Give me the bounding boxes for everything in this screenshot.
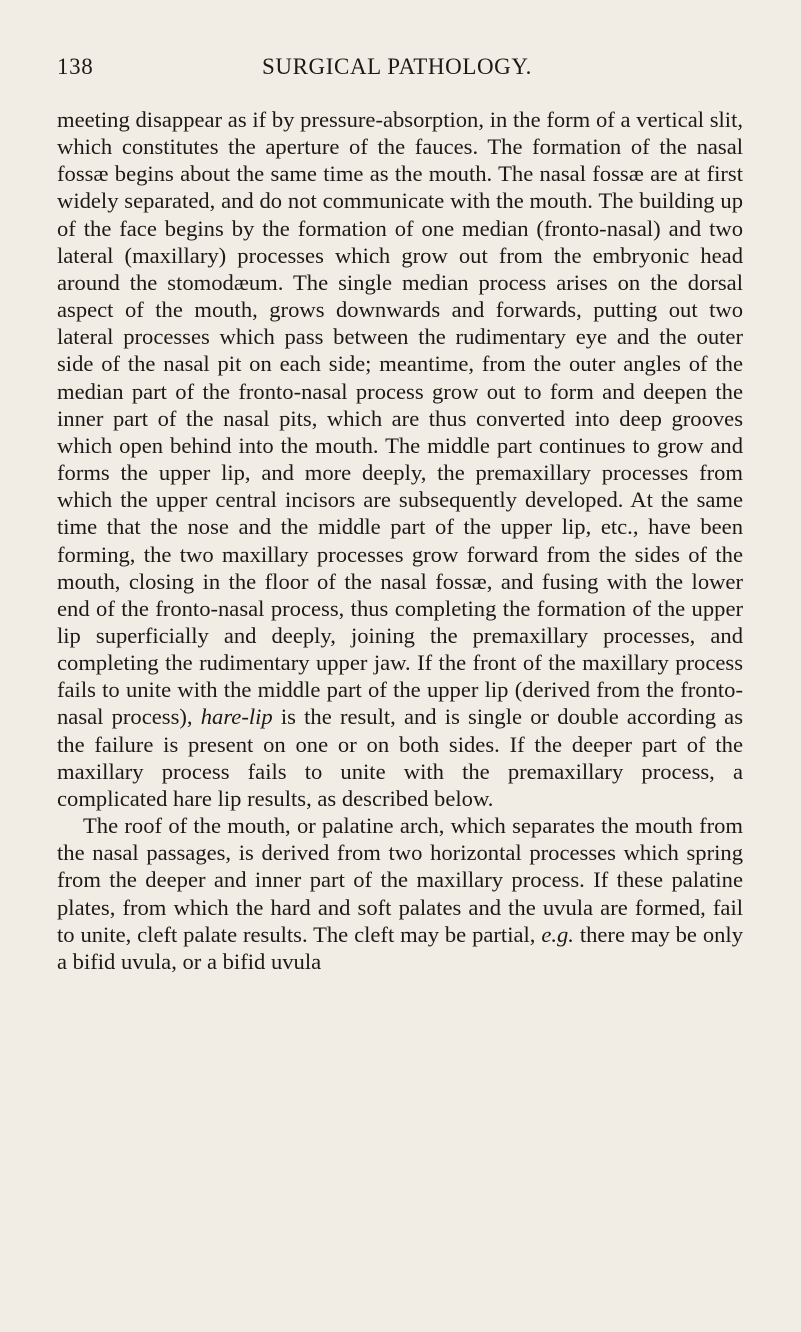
- paragraph-1-text-a: meeting disappear as if by pressure-absorption, in the form of a vertical slit, which constitutes the aperture of the fauces. The formation of the nasal fossæ begins about the same time as the mouth. The nasal fossæ are at first widely separated, and do not communicate with the mouth. The building up of the face begins by the formation of one median (fronto-nasal) and two lateral (maxillary) processes which grow out from the embryonic head around the stomodæum. The single median process arises on the dorsal aspect of the mouth, grows downwards and forwards, putting out two lateral processes which pass between the rudimentary eye and the outer side of the nasal pit on each side; meantime, from the outer angles of the median part of the fronto-nasal process grow out to form and deepen the inner part of the nasal pits, which are thus converted into deep grooves which open behind into the mouth. The middle part continues to grow and forms the upper lip, and more deeply, the premaxillary processes from which the upper central incisors are subsequently developed. At the same time that the nose and the middle part of the upper lip, etc., have been forming, the two maxillary processes grow forward from the sides of the mouth, closing in the floor of the nasal fossæ, and fusing with the lower end of the fronto-nasal process, thus completing the formation of the upper lip superficially and deeply, joining the premaxillary processes, and completing the rudimentary upper jaw. If the front of the maxillary process fails to unite with the middle part of the upper lip (derived from the fronto-nasal process),: [57, 107, 743, 730]
- paragraph-1: [57, 106, 743, 812]
- paragraph-2-text-a: The roof of the mouth, or palatine arch, which separates the mouth from the nasal passages, is derived from two horizontal processes which spring from the deeper and inner part of the maxillary process. If these palatine plates, from which the hard and soft palates and the uvula are formed, fail to unite, cleft palate results. The cleft may be partial,: [57, 813, 743, 947]
- paragraph-1-text-b: is the result, and is single or double according as the failure is present on one or on both sides. If the deeper part of the maxillary process fails to unite with the premaxillary process, a complicated hare lip results, as described below.: [57, 704, 744, 811]
- running-title: SURGICAL PATHOLOGY.: [262, 54, 532, 79]
- paragraph-2: [57, 812, 743, 975]
- running-head: [57, 54, 757, 84]
- paragraph-2-text-b: there may be only a bifid uvula, or a bifid uvula: [57, 921, 744, 974]
- paragraph-1-italic-term: hare-lip: [200, 704, 273, 730]
- body-text: [57, 106, 743, 975]
- page-number: 138: [57, 54, 94, 79]
- paragraph-2-italic-term: e.g.: [541, 921, 574, 947]
